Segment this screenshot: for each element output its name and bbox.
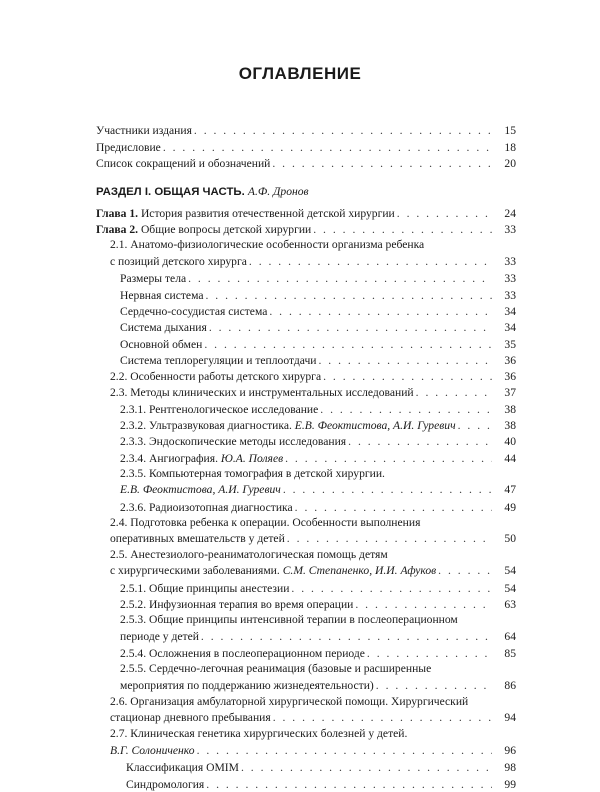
toc-label: Классификация OMIM (126, 761, 239, 775)
toc-page: 47 (504, 482, 516, 496)
toc-label: 2.3.5. Компьютерная томография в детской хирургии. (120, 466, 385, 480)
toc-label: 2.3.1. Рентгенологическое исследование (120, 402, 319, 416)
toc-label: 2.5.3. Общие принципы интенсивной терапии в послеоперационном (120, 613, 458, 627)
toc-entry-2-4[interactable] (96, 515, 516, 548)
toc-entry-syndromology[interactable] (96, 775, 516, 791)
dot-leader (287, 531, 492, 547)
dot-leader (205, 289, 492, 303)
toc-label: 2.5. Анестезиолого-реаниматологическая помощь детям (110, 548, 388, 562)
dot-leader (269, 305, 492, 319)
toc-page: 96 (504, 743, 516, 757)
toc-page: 24 (504, 207, 516, 221)
dot-leader (458, 419, 492, 433)
toc-label: 2.5.1. Общие принципы анестезии (120, 582, 290, 596)
toc-label: 2.3.6. Радиоизотопная диагностика (120, 500, 293, 514)
toc-label-cont: стационар дневного пребывания (110, 711, 271, 725)
toc-entry-2-3-6[interactable] (96, 498, 516, 514)
toc-entry-2-3[interactable] (96, 384, 516, 400)
toc-label: 2.4. Подготовка ребенка к операции. Особенности выполнения (110, 515, 421, 529)
table-of-contents (96, 122, 516, 792)
toc-label: Предисловие (96, 140, 161, 154)
toc-page: 36 (504, 370, 516, 384)
toc-entry-2-5-1[interactable] (96, 580, 516, 596)
toc-entry-2-5-2[interactable] (96, 596, 516, 612)
toc-label: 2.3.4. Ангиография. (120, 451, 218, 465)
toc-label: 2.2. Особенности работы детского хирурга (110, 370, 322, 384)
dot-leader (272, 157, 492, 171)
toc-page: 64 (504, 629, 516, 643)
toc-label: 2.6. Организация амбулаторной хирургической помощи. Хирургический (110, 694, 469, 708)
dot-leader (209, 321, 492, 335)
toc-entry-2-5[interactable] (96, 547, 516, 580)
dot-leader (291, 582, 492, 596)
toc-label: Система дыхания (120, 321, 207, 335)
toc-label: 2.3. Методы клинических и инструментальных исследований (110, 386, 414, 400)
dot-leader (249, 254, 492, 270)
toc-label: Размеры тела (120, 272, 187, 286)
toc-label: 2.1. Анатомо-физиологические особенности организма ребенка (110, 238, 425, 252)
toc-label: Сердечно-сосудистая система (120, 304, 268, 318)
toc-entry-2-1[interactable] (96, 237, 516, 270)
dot-leader (319, 354, 493, 368)
chapter-prefix: Глава 1. (96, 207, 139, 221)
toc-page: 40 (504, 435, 516, 449)
toc-label: 2.5.5. Сердечно-легочная реанимация (базовые и расширенные (120, 662, 432, 676)
dot-leader (201, 629, 492, 645)
dot-leader (285, 452, 492, 466)
toc-entry-2-5-3[interactable] (96, 612, 516, 645)
toc-page: 38 (504, 419, 516, 433)
toc-page: 20 (504, 156, 516, 170)
toc-label-cont: с хирургическими заболеваниями. (110, 564, 280, 578)
chapter-prefix: Глава 2. (96, 223, 139, 237)
toc-page: 33 (504, 223, 516, 237)
toc-page: 36 (504, 353, 516, 367)
toc-label: История развития отечественной детской хирургии (140, 207, 395, 221)
page-title: ОГЛАВЛЕНИЕ (238, 64, 362, 83)
toc-page: 38 (504, 402, 516, 416)
dot-leader (438, 563, 492, 579)
toc-label: 2.7. Клиническая генетика хирургических болезней у детей. (110, 727, 408, 741)
dot-leader (241, 761, 492, 775)
toc-label: Участники издания (96, 124, 192, 138)
toc-author: Е.В. Феоктистова, А.И. Гуревич (294, 419, 456, 433)
dot-leader (397, 207, 492, 221)
toc-author: Е.В. Феоктистова, А.И. Гуревич (120, 482, 281, 496)
dot-leader (320, 403, 492, 417)
toc-entry-2-7[interactable] (96, 726, 516, 759)
toc-label: 2.3.3. Эндоскопические методы исследования (120, 435, 347, 449)
toc-entry-body-size[interactable] (96, 270, 516, 286)
toc-entry-2-3-3[interactable] (96, 433, 516, 449)
dot-leader (273, 710, 492, 726)
toc-label: Система теплорегуляции и теплоотдачи (120, 353, 317, 367)
dot-leader (283, 482, 492, 498)
toc-page: 63 (504, 598, 516, 612)
toc-entry-abbreviations[interactable] (96, 155, 516, 171)
toc-label: Список сокращений и обозначений (96, 156, 271, 170)
toc-label: Основной обмен (120, 337, 203, 351)
toc-label: Общие вопросы детской хирургии (140, 223, 312, 237)
toc-label-cont: мероприятия по поддержанию жизнедеятельности) (120, 678, 374, 692)
toc-page: 37 (504, 386, 516, 400)
dot-leader (348, 435, 492, 449)
dot-leader (323, 370, 492, 384)
dot-leader (197, 743, 492, 759)
toc-entry-thermoregulation[interactable] (96, 352, 516, 368)
toc-page: 49 (504, 500, 516, 514)
toc-label-cont: периоде у детей (120, 629, 199, 643)
toc-entry-chapter-2[interactable] (96, 221, 516, 237)
dot-leader (376, 678, 492, 694)
toc-entry-chapter-1[interactable] (96, 205, 516, 221)
toc-entry-2-3-2[interactable] (96, 417, 516, 433)
toc-entry-2-5-4[interactable] (96, 645, 516, 661)
toc-page: 34 (504, 321, 516, 335)
section-heading (96, 182, 516, 199)
toc-entry-metabolism[interactable] (96, 335, 516, 351)
dot-leader (367, 647, 492, 661)
toc-page: 34 (504, 304, 516, 318)
toc-entry-2-2[interactable] (96, 368, 516, 384)
toc-page: 50 (504, 531, 516, 545)
toc-label: 2.3.2. Ультразвуковая диагностика. (120, 419, 292, 433)
toc-label: 2.5.4. Осложнения в послеоперационном периоде (120, 647, 365, 661)
dot-leader (416, 386, 492, 400)
section-author: А.Ф. Дронов (247, 184, 309, 198)
toc-page: 98 (504, 761, 516, 775)
toc-page: 33 (504, 272, 516, 286)
toc-page: 15 (504, 124, 516, 138)
toc-page: 33 (504, 288, 516, 302)
toc-page: 86 (504, 678, 516, 692)
toc-label: Нервная система (120, 288, 204, 302)
toc-entry-omim[interactable] (96, 759, 516, 775)
toc-entry-2-6[interactable] (96, 694, 516, 727)
toc-author: С.М. Степаненко, И.И. Афуков (282, 564, 437, 578)
toc-label: Синдромология (126, 777, 205, 791)
toc-author: В.Г. Солониченко (110, 743, 195, 757)
toc-entry-2-3-1[interactable] (96, 400, 516, 416)
dot-leader (206, 778, 492, 792)
toc-entry-respiratory[interactable] (96, 319, 516, 335)
toc-label: 2.5.2. Инфузионная терапия во время операции (120, 598, 354, 612)
toc-page: 99 (504, 777, 516, 791)
toc-page: 94 (504, 711, 516, 725)
toc-entry-preface[interactable] (96, 138, 516, 154)
toc-page: 54 (504, 564, 516, 578)
dot-leader (194, 124, 492, 138)
toc-author: Ю.А. Поляев (220, 451, 284, 465)
toc-entry-cardiovascular[interactable] (96, 303, 516, 319)
section-label: РАЗДЕЛ I. ОБЩАЯ ЧАСТЬ. (96, 185, 245, 198)
toc-page: 35 (504, 337, 516, 351)
dot-leader (163, 141, 492, 155)
toc-page: 33 (504, 254, 516, 268)
toc-entry-2-3-5[interactable] (96, 466, 516, 499)
dot-leader (313, 223, 492, 237)
toc-page: 54 (504, 582, 516, 596)
toc-page: 44 (504, 451, 516, 465)
toc-label-cont: оперативных вмешательств у детей (110, 531, 285, 545)
dot-leader (295, 501, 492, 515)
dot-leader (355, 598, 492, 612)
toc-label-cont: с позиций детского хирурга (110, 254, 247, 268)
dot-leader (188, 272, 492, 286)
toc-entry-nervous-system[interactable] (96, 286, 516, 302)
toc-entry-2-5-5[interactable] (96, 661, 516, 694)
dot-leader (204, 338, 492, 352)
toc-entry-contributors[interactable] (96, 122, 516, 138)
toc-page: 18 (504, 140, 516, 154)
toc-page: 85 (504, 647, 516, 661)
toc-entry-2-3-4[interactable] (96, 449, 516, 465)
